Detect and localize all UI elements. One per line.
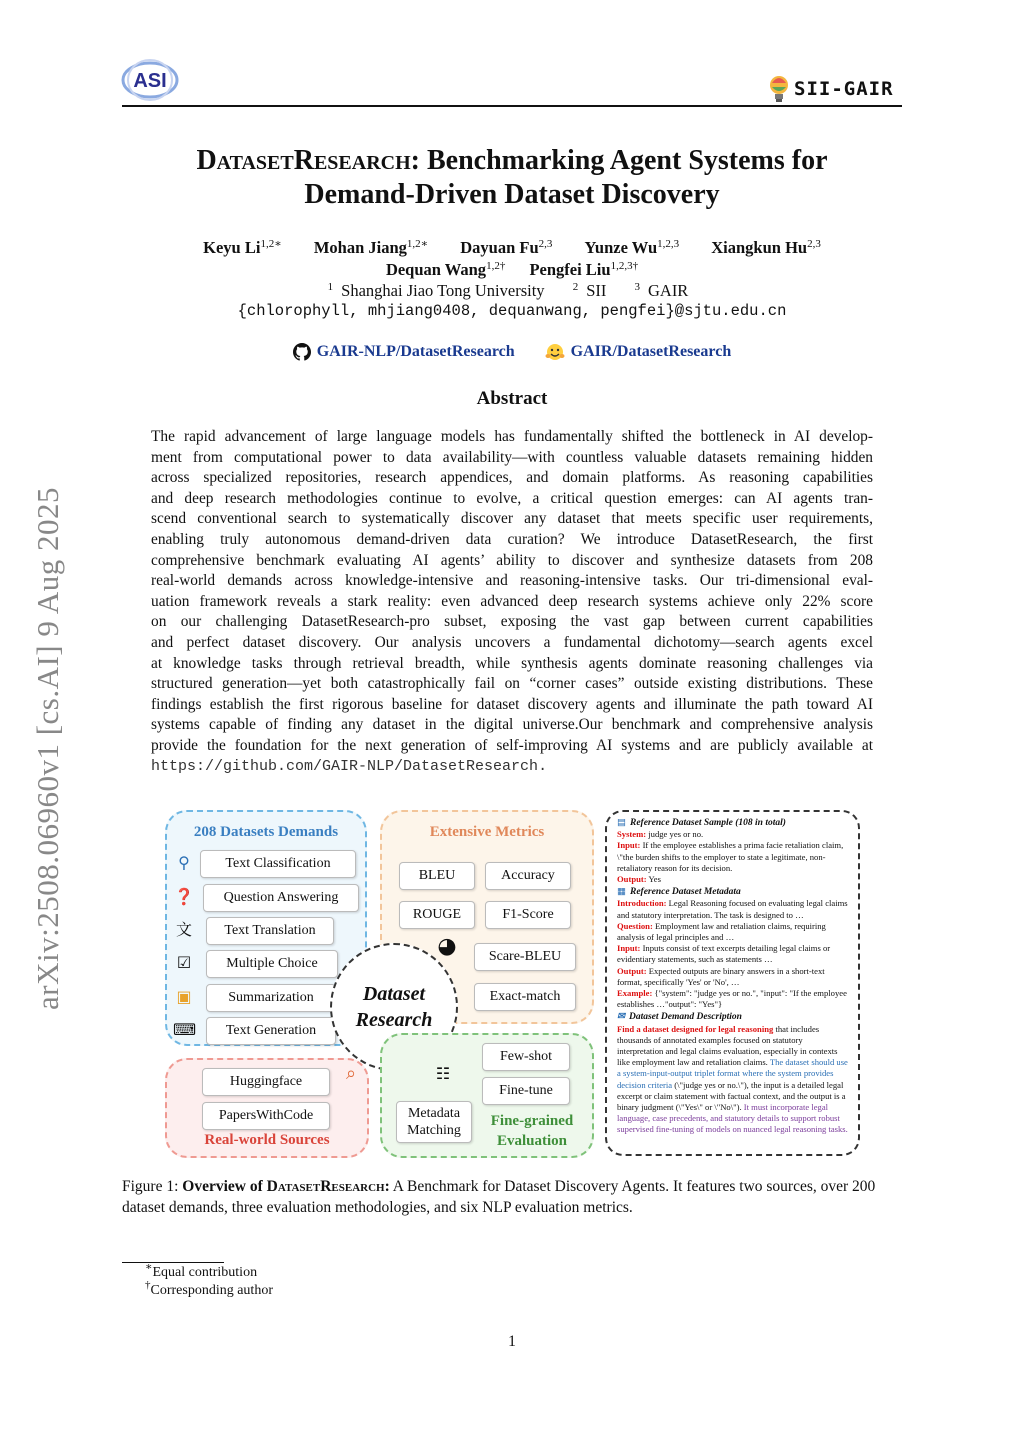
footnote: †Corresponding author: [145, 1279, 273, 1298]
footnote-rule: [122, 1262, 224, 1263]
demand-item: Question Answering: [203, 884, 359, 912]
sii-gair-logo: [768, 74, 894, 104]
metadata-matching-item: Metadata Matching: [396, 1101, 472, 1143]
huggingface-link[interactable]: [545, 343, 732, 361]
lightbulb-icon: [768, 75, 790, 103]
eval-method-item: Fine-tune: [482, 1077, 570, 1105]
github-icon: [293, 343, 311, 361]
summarization-icon: ▣: [176, 987, 192, 1006]
author: Dayuan Fu$^{2,3}$: [460, 238, 553, 257]
github-link-text: GAIR-NLP/DatasetResearch: [316, 343, 515, 360]
affiliations: [122, 281, 902, 301]
checklist-icon: ☷: [435, 1064, 451, 1083]
search-icon: ⌕: [345, 1063, 357, 1084]
author-emails: {chlorophyll, mhjiang0408, dequanwang, pengfei}@sjtu.edu.cn: [237, 302, 787, 320]
authors-line-2: [122, 260, 902, 280]
demand-item: Text Generation: [206, 1017, 336, 1045]
sources-panel: [165, 1058, 369, 1158]
affiliation: $^1$ Shanghai Jiao Tong University: [327, 281, 545, 300]
demands-title: 208 Datasets Demands: [193, 824, 339, 840]
reference-panel: ▤ Reference Dataset Sample (108 in total) System: judge yes or no. Input: If the employee establishes a prima facie retaliation claim, \"the burden shifts to the employer to state a legitimate, non-retaliatory reason for its decision. Output: Yes ▦ Reference Dataset Metadata Introduction: Legal Reasoning focused on evaluating legal claims and statutory interpretation. The task is designed to … Question: Employment law and retaliation claims, requiring analysis of legal principles and … Input: Inputs consist of text excerpts detailing legal claims or evidentiary statements, such as statements … Output: Expected outputs are binary answers in a short-text format, specifically 'Yes' or 'No', … Example: {"system": "judge yes or no.", "input": "If the employee establishes …"output": "Yes"} ✉ Dataset Demand Description Find a dataset designed for legal reasoning that includes thousands of annotated examples focused on statutory interpretation and legal claims evaluation, especially in contexts like employment law and retaliation claims. The dataset should use a system-input-output triplet format where the system provides decision criteria (\"judge yes or no.\"), the input is a detailed legal excerpt or claim statement with factual context, and the output is a binary judgment (\"Yes\" or \"No\"). It must incorporate legal language, case precedents, and statutory details to support robust supervised fine-tuning of models on nuanced legal reasoning tasks.: [605, 810, 860, 1156]
huggingface-icon: [545, 343, 565, 361]
abstract-line: enabling truly autonomous demand-driven data curation? We introduce DatasetResearch, the first: [151, 530, 873, 548]
abstract-heading: Abstract: [476, 388, 548, 409]
ref-sample-heading: ▤ Reference Dataset Sample (108 in total): [617, 818, 786, 828]
metric-item: Exact-match: [474, 983, 576, 1011]
metric-item: F1-Score: [485, 901, 571, 929]
footnote: ∗Equal contribution: [145, 1261, 258, 1280]
abstract-line: at knowledge tasks through retrieval breadth, while synthesis agents dominate reasoning challenges via: [151, 654, 873, 672]
multiple-choice-icon: ☑: [176, 953, 192, 972]
asi-logo: [120, 58, 180, 102]
metadata-heading: ▦ Reference Dataset Metadata: [617, 887, 741, 898]
abstract-line: findings establish the first rigorous baseline for dataset discovery agents and illuminate the path toward AI: [151, 695, 873, 713]
author: Xiangkun Hu$^{2,3}$: [711, 238, 821, 257]
source-item: Huggingface: [202, 1068, 330, 1096]
abstract-line: uation framework reveals a stark reality: even advanced deep research systems achieve only 22% score: [151, 592, 873, 610]
affiliation: $^2$ SII: [572, 281, 607, 300]
demand-heading: ✉ Dataset Demand Description: [617, 1012, 742, 1023]
evaluation-panel: [380, 1033, 594, 1158]
author: Keyu $Li^{1,2∗}$: [203, 238, 282, 257]
sources-title: Real-world Sources: [204, 1132, 330, 1148]
abstract-line: ment from computational power to data availability—with countless valuable datasets remaining hidden: [151, 448, 873, 466]
source-item: PapersWithCode: [202, 1102, 330, 1130]
demand-item: Text Classification: [200, 850, 356, 878]
abstract-line: and perfect dataset discovery. Our analysis uncovers a fundamental dichotomy—search agents excel: [151, 633, 873, 651]
abstract-line: and deep research methodologies continue to evolve, a critical question emerges: can AI agents tran-: [151, 489, 873, 507]
abstract-line: scend conventional search to systematically discover any dataset that meets specific user requirements,: [151, 510, 873, 528]
abstract-line: structured generation—yet both catastrophically fail on “corner cases” outside existing distributions. These: [151, 675, 873, 693]
title-smallcaps: DatasetResearch: [196, 145, 411, 176]
metric-item: Scare-BLEU: [474, 943, 576, 971]
asi-logo-text: ASI: [133, 70, 167, 92]
author: Mohan Jiang$^{1,2∗}$: [313, 238, 429, 257]
metric-item: ROUGE: [399, 901, 475, 929]
figure-caption: Figure 1: Overview of DatasetResearch: A Benchmark for Dataset Discovery Agents. It features two sources, over 200 dataset demands, three evaluation methodologies, and six NLP evaluation metrics.: [122, 1178, 876, 1216]
eval-title: Fine-grained Evaluation: [490, 1113, 574, 1149]
abstract-line: across specialized repositories, research appendices, and domain platforms. As reasoning capabilities: [151, 469, 873, 487]
header-rule: [122, 105, 902, 107]
question-icon: ❓: [174, 887, 194, 906]
abstract-line: on our challenging DatasetResearch-pro subset, exposing the vast gap between current capabilities: [151, 613, 873, 631]
hub-label-line2: Research: [355, 1009, 433, 1031]
figure-1: [160, 805, 866, 1165]
abstract-url-line[interactable]: https://github.com/GAIR-NLP/DatasetResearch.: [151, 757, 548, 775]
demand-item: Multiple Choice: [206, 950, 338, 978]
abstract-line: comprehensive benchmark evaluating AI agents’ ability to discover and synthesize datasets from 208: [151, 551, 873, 569]
translate-icon: 文: [175, 920, 192, 939]
author: Yunze Wu$^{1,2,3}$: [584, 238, 680, 257]
abstract-line: The rapid advancement of large language models has fundamentally shifted the bottleneck in AI develop-: [151, 428, 873, 445]
chat-icon: ✉: [617, 1012, 625, 1023]
abstract-line: real-world demands across knowledge-intensive and reasoning-intensive tasks. Our tri-dimensional eval-: [151, 572, 873, 590]
huggingface-link-text: GAIR/DatasetResearch: [570, 343, 732, 360]
eval-method-item: Few-shot: [482, 1043, 570, 1071]
author: Pengfei Liu$^{1,2,3\dagger}$: [529, 260, 639, 279]
demand-item: Summarization: [206, 984, 336, 1012]
github-link[interactable]: [293, 343, 515, 361]
metrics-title: Extensive Metrics: [429, 824, 545, 840]
document-icon: ▤: [617, 818, 626, 828]
classification-icon: ⚲: [178, 853, 190, 872]
page-number: 1: [508, 1333, 516, 1350]
metric-item: BLEU: [399, 862, 475, 890]
arxiv-stamp: [30, 486, 65, 1011]
author: Dequan Wang$^{1,2\dagger}$: [385, 260, 506, 279]
metadata-icon: ▦: [617, 887, 626, 898]
paper-title: [122, 144, 902, 212]
affiliation: $^3$ GAIR: [634, 281, 689, 300]
authors-line-1: [122, 238, 902, 258]
gauge-icon: ◕: [437, 934, 457, 959]
metric-item: Accuracy: [485, 862, 571, 890]
repo-links: [122, 343, 902, 361]
abstract-line: systems capable of finding any dataset in the digital universe.Our benchmark and comprehensive analysis: [151, 716, 873, 734]
demand-item: Text Translation: [206, 917, 334, 945]
abstract-line: provide the foundation for the next generation of self-improving AI systems and are publicly available at: [151, 736, 873, 754]
arxiv-stamp-text: arXiv:2508.06960v1 [cs.AI] 9 Aug 2025: [30, 486, 65, 1010]
title-line2: Demand-Driven Dataset Discovery: [304, 179, 720, 210]
title-line1: : Benchmarking Agent Systems for: [410, 145, 828, 176]
hub-label-line1: Dataset: [362, 983, 426, 1005]
sii-gair-logo-text: SII-GAIR: [794, 78, 894, 100]
abstract-body: [151, 427, 873, 777]
text-generation-icon: ⌨: [173, 1020, 197, 1039]
